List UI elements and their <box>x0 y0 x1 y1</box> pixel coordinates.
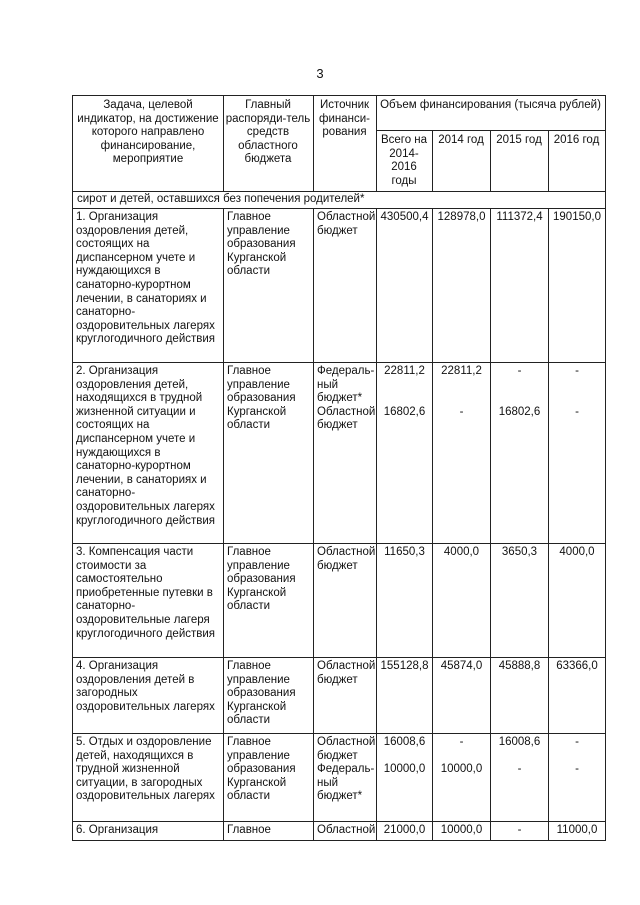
header-2014: 2014 год <box>438 134 484 146</box>
y2015-line-2: 16802,6 <box>498 406 541 418</box>
manager-cell: Главное управление образования Курганской области <box>223 658 313 733</box>
table-row <box>72 363 606 544</box>
manager-cell: Главное управление образования Курганской области <box>223 363 313 543</box>
source-cell: Областной <box>313 822 376 840</box>
table-row <box>72 822 606 841</box>
y2016-line-1: - <box>575 736 579 748</box>
y2015-cell: 45888,8 <box>490 658 548 733</box>
total-cell <box>376 363 432 543</box>
table-row <box>72 734 606 822</box>
header-2016: 2016 год <box>553 134 600 146</box>
y2015-line-1: - <box>517 365 522 377</box>
source-cell: Областной бюджет <box>313 544 376 657</box>
y2015-cell: 111372,4 <box>490 209 548 362</box>
y2014-line-2: 10000,0 <box>440 763 483 775</box>
total-cell: 21000,0 <box>376 822 432 840</box>
task-cell: 3. Компенсация части стоимости за самостоятельно приобретенные путевки в санаторно-оздоровительные лагеря круглогодичного действия <box>76 546 216 640</box>
source-line-1: Федераль-ный бюджет* <box>317 365 375 405</box>
source-cell: Областной бюджет <box>313 209 376 362</box>
table-row <box>72 209 606 363</box>
source-cell <box>313 734 376 821</box>
y2016-cell <box>548 363 605 543</box>
y2016-line-2: - <box>575 406 579 418</box>
task-cell: 4. Организация оздоровления детей в загородных оздоровительных лагерях <box>76 660 215 713</box>
header-task: Задача, целевой индикатор, на достижение которого направлено финансирование, мероприятие <box>77 99 219 166</box>
source-cell: Областной бюджет <box>313 658 376 733</box>
source-line-2: Федераль-ный бюджет* <box>317 763 375 803</box>
manager-cell: Главное управление образования Курганской области <box>223 734 313 821</box>
y2016-cell: 190150,0 <box>548 209 605 362</box>
task-cell: 2. Организация оздоровления детей, находящихся в трудной жизненной ситуации и состоящих на диспансерном учете и нуждающихся в санаторно-курортном лечении, в санаториях и санаторно-оздоровительных лагерях круглогодичного действия <box>76 365 216 527</box>
section-caption: сирот и детей, оставшихся без попечения родителей* <box>72 191 606 209</box>
y2015-cell <box>490 363 548 543</box>
header-source: Источник финанси-рования <box>319 99 370 139</box>
table-header <box>72 95 606 192</box>
total-line-2: 16802,6 <box>383 406 426 418</box>
y2014-cell <box>432 734 490 821</box>
y2014-line-2: - <box>459 406 464 418</box>
y2014-cell: 45874,0 <box>432 658 490 733</box>
total-line-1: 16008,6 <box>383 736 426 748</box>
y2016-cell: 4000,0 <box>548 544 605 657</box>
y2016-line-1: - <box>575 365 579 377</box>
y2015-cell: - <box>490 822 548 840</box>
source-cell <box>313 363 376 543</box>
table-row <box>72 544 606 658</box>
y2016-cell: 11000,0 <box>548 822 605 840</box>
y2014-cell: 128978,0 <box>432 209 490 362</box>
y2016-line-2: - <box>575 763 579 775</box>
page-number: 3 <box>316 66 324 81</box>
y2016-cell: 63366,0 <box>548 658 605 733</box>
task-cell: 5. Отдых и оздоровление детей, находящихся в трудной жизненной ситуации, в загородных оздоровительных лагерях <box>76 736 215 803</box>
header-manager: Главный распоряди-тель средств областного бюджета <box>225 99 311 166</box>
total-cell: 155128,8 <box>376 658 432 733</box>
total-line-2: 10000,0 <box>383 763 426 775</box>
total-cell: 430500,4 <box>376 209 432 362</box>
y2014-line-1: - <box>459 736 464 748</box>
manager-cell: Главное <box>223 822 313 840</box>
y2015-line-1: 16008,6 <box>498 736 541 748</box>
y2015-cell: 3650,3 <box>490 544 548 657</box>
manager-cell: Главное управление образования Курганской области <box>223 544 313 657</box>
y2014-cell: 10000,0 <box>432 822 490 840</box>
manager-cell: Главное управление образования Курганской области <box>223 209 313 362</box>
y2014-cell <box>432 363 490 543</box>
header-2015: 2015 год <box>496 134 542 146</box>
task-cell: 6. Организация <box>76 824 159 836</box>
y2015-line-2: - <box>517 763 522 775</box>
header-volume: Объем финансирования (тысяча рублей) <box>380 99 601 111</box>
source-line-2: Областной бюджет <box>317 405 376 432</box>
header-total: Всего на 2014-2016 годы <box>380 134 428 187</box>
source-line-1: Областной бюджет <box>317 736 376 762</box>
y2014-line-1: 22811,2 <box>441 365 482 377</box>
y2015-cell <box>490 734 548 821</box>
y2016-cell <box>548 734 605 821</box>
total-cell: 11650,3 <box>376 544 432 657</box>
total-cell <box>376 734 432 821</box>
total-line-1: 22811,2 <box>384 365 425 377</box>
y2014-cell: 4000,0 <box>432 544 490 657</box>
table-row <box>72 658 606 734</box>
task-cell: 1. Организация оздоровления детей, состоящих на диспансерном учете и нуждающихся в санаторно-курортном лечении, в санаториях и санаторно-оздоровительных лагерях круглогодичного действия <box>76 211 216 346</box>
